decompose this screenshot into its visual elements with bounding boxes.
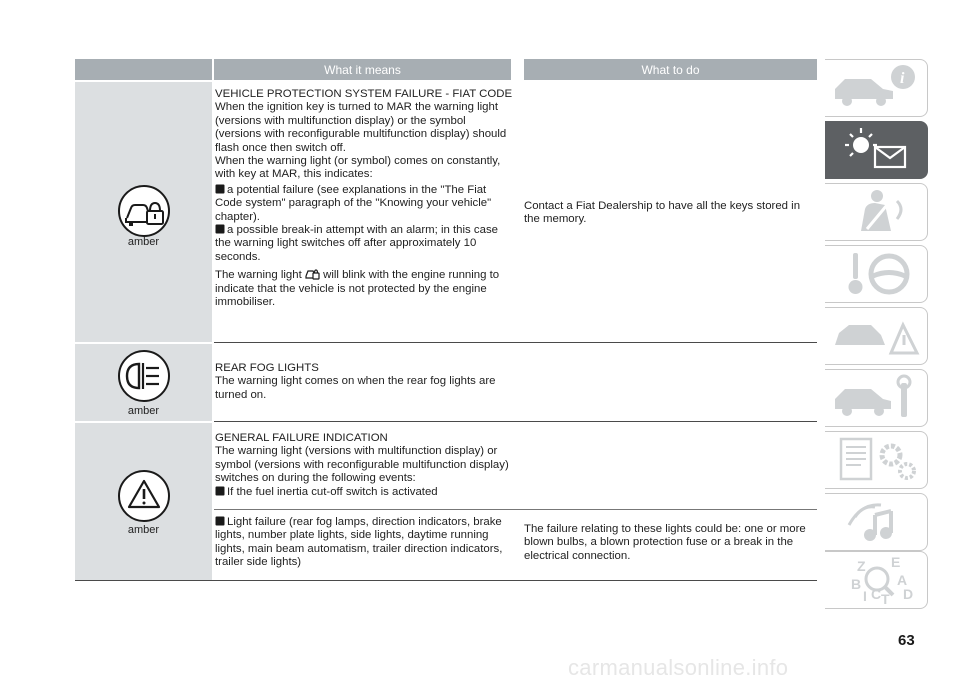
index-letter: D <box>903 586 914 602</box>
knowing-car-tab[interactable] <box>825 59 928 117</box>
seatbelt-person-icon <box>831 187 923 237</box>
row-divider <box>214 509 817 510</box>
bullet-icon <box>215 184 225 194</box>
watermark: carmanualsonline.info <box>568 655 789 680</box>
bullet-icon <box>215 516 225 526</box>
warning-triangle-icon <box>117 469 171 523</box>
index-letter: I <box>863 588 867 604</box>
immobilizer-icon <box>117 184 171 238</box>
alphabet-magnifier-icon <box>831 555 923 605</box>
color-label: amber <box>127 405 160 417</box>
music-note-icon <box>831 497 923 547</box>
row1-title: VEHICLE PROTECTION SYSTEM FAILURE - FIAT CODE <box>215 88 513 100</box>
header-blank <box>75 59 212 80</box>
row3-todo: The failure relating to these lights could be: one or more blown bulbs, a blown protection fuse or a break in the electrical connection. <box>524 523 806 562</box>
car-wrench-icon <box>831 373 923 423</box>
bullet-icon <box>215 224 225 234</box>
index-letter: Z <box>857 558 866 574</box>
starting-driving-tab[interactable] <box>825 245 928 303</box>
row2-means <box>215 362 513 402</box>
row-divider <box>214 342 817 343</box>
page-number: 63 <box>898 632 915 649</box>
row3-bullet: If the fuel inertia cut-off switch is activated <box>215 486 513 499</box>
row1-paragraph: The warning light will blink with the engine running to indicate that the vehicle is not protected by the engine immobiliser. <box>215 269 500 309</box>
index-letter: C <box>871 586 882 602</box>
index-tab[interactable] <box>825 551 928 609</box>
row3-means <box>215 432 513 499</box>
warning-light-message-icon <box>831 125 923 175</box>
row3-means-cont <box>215 516 513 570</box>
row1-bullet: a potential failure (see explanations in the "The Fiat Code system" paragraph of the "Knowing your vehicle" chapter). <box>215 183 492 223</box>
row2-paragraph: The warning light comes on when the rear fog lights are turned on. <box>215 375 496 401</box>
index-letter: E <box>891 555 901 570</box>
row1-bullet: a possible break-in attempt with an alarm; in this case the warning light switches off after approximately 10 seconds. <box>215 224 498 263</box>
car-info-icon <box>831 63 923 113</box>
car-crash-triangle-icon <box>831 311 923 361</box>
rear-fog-light-icon <box>117 349 171 403</box>
row1-paragraph: When the warning light (or symbol) comes on constantly, with key at MAR, this indicates: <box>215 155 501 181</box>
multimedia-tab[interactable] <box>825 493 928 551</box>
color-label: amber <box>127 524 160 536</box>
row2-title: REAR FOG LIGHTS <box>215 362 319 374</box>
key-steering-wheel-icon <box>831 249 923 299</box>
row3-bullet: Light failure (rear fog lamps, direction indicators, brake lights, number plate lights, side lights, daytime running lights, main beam automatism, trailer direction indicators, trailer side lights) <box>215 516 503 569</box>
dashboard-lights-tab[interactable] <box>825 121 928 179</box>
technical-data-tab[interactable] <box>825 431 928 489</box>
row3-title: GENERAL FAILURE INDICATION <box>215 432 388 444</box>
header-what-to-do: What to do <box>524 59 817 80</box>
header-what-it-means: What it means <box>214 59 511 80</box>
bullet-icon <box>215 486 225 496</box>
document-gears-icon <box>831 435 923 485</box>
row3-paragraph: The warning light (versions with multifunction display) or symbol (versions with reconfigurable multifunction display) switches on during the following events: <box>215 445 509 485</box>
index-letter: B <box>851 576 862 592</box>
immobilizer-icon <box>305 267 320 280</box>
svg-text:i: i <box>900 70 905 87</box>
row1-means <box>215 88 513 310</box>
index-letter: A <box>897 572 908 588</box>
index-letter: T <box>881 591 890 605</box>
emergency-tab[interactable] <box>825 307 928 365</box>
row1-paragraph: When the ignition key is turned to MAR the warning light (versions with multifunction display) or the symbol (versions with reconfigurable multifunction display) should flash once then switch off. <box>215 101 507 154</box>
safety-tab[interactable] <box>825 183 928 241</box>
row-divider <box>75 580 817 581</box>
maintenance-tab[interactable] <box>825 369 928 427</box>
row1-todo: Contact a Fiat Dealership to have all the keys stored in the memory. <box>524 200 801 226</box>
row-divider <box>214 421 817 422</box>
color-label: amber <box>127 236 160 248</box>
